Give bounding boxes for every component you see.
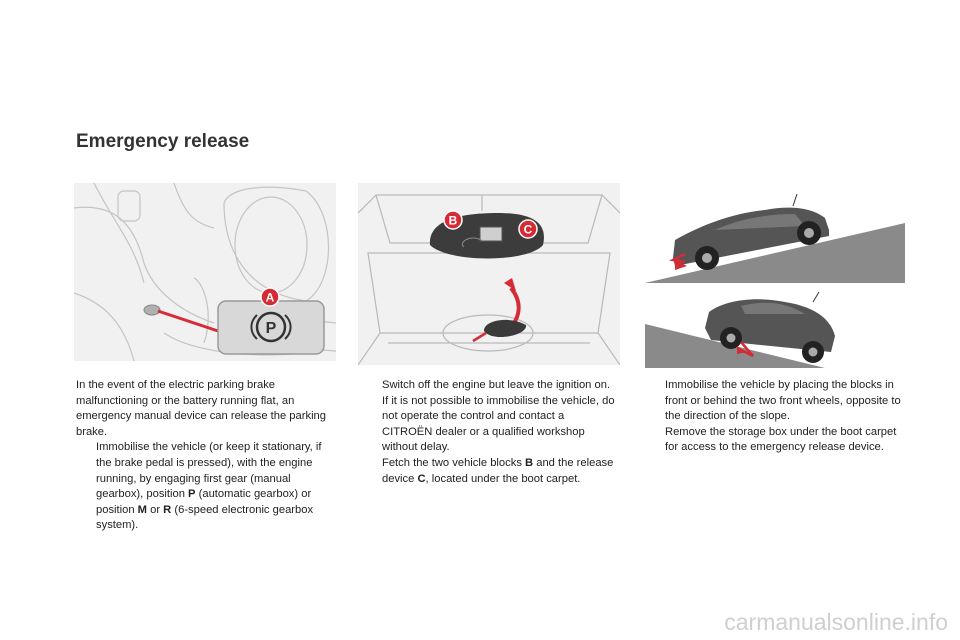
list-item [362, 378, 616, 456]
callout-c: C [523, 222, 533, 237]
list-item [645, 425, 907, 456]
svg-text:P: P [265, 320, 277, 337]
bullet-icon [362, 456, 382, 487]
slope-illustration-top [645, 188, 905, 283]
boot-illustration [358, 183, 620, 365]
column-3 [645, 378, 907, 456]
column-1 [76, 378, 326, 534]
list-item-text: Immobilise the vehicle (or keep it stationary, if the brake pedal is pressed), with the engine running, by engaging first gear (manual gearbox), position P (automatic gearbox) or position M or R (6-speed electronic gearbox system). [96, 441, 322, 532]
slope-illustration-bottom [645, 290, 905, 370]
column-2 [362, 378, 616, 487]
watermark: carmanualsonline.info [724, 609, 948, 635]
bullet-icon [645, 425, 665, 456]
bullet-icon [76, 440, 96, 534]
callout-b: B [448, 213, 458, 228]
intro-paragraph: In the event of the electric parking brake malfunctioning or the battery running flat, an emergency manual device can release the parking brake. [76, 379, 326, 438]
list-item [362, 456, 616, 487]
list-item-text: Fetch the two vehicle blocks B and the release device C, located under the boot carpet. [382, 456, 614, 485]
bullet-icon [645, 378, 665, 425]
bullet-icon [362, 378, 382, 456]
list-item [76, 440, 326, 534]
list-item-text: Immobilise the vehicle by placing the blocks in front or behind the two front wheels, opposite to the direction of the slope. [665, 379, 901, 423]
interior-illustration [74, 183, 336, 361]
list-item [645, 378, 907, 425]
list-item-text: Switch off the engine but leave the ignition on. If it is not possible to immobilise the vehicle, do not operate the control and contact a CITROËN dealer or a qualified workshop without delay. [382, 379, 615, 454]
list-item-text: Remove the storage box under the boot carpet for access to the emergency release device. [665, 425, 897, 454]
page-title: Emergency release [76, 131, 250, 152]
callout-a: A [265, 290, 275, 305]
